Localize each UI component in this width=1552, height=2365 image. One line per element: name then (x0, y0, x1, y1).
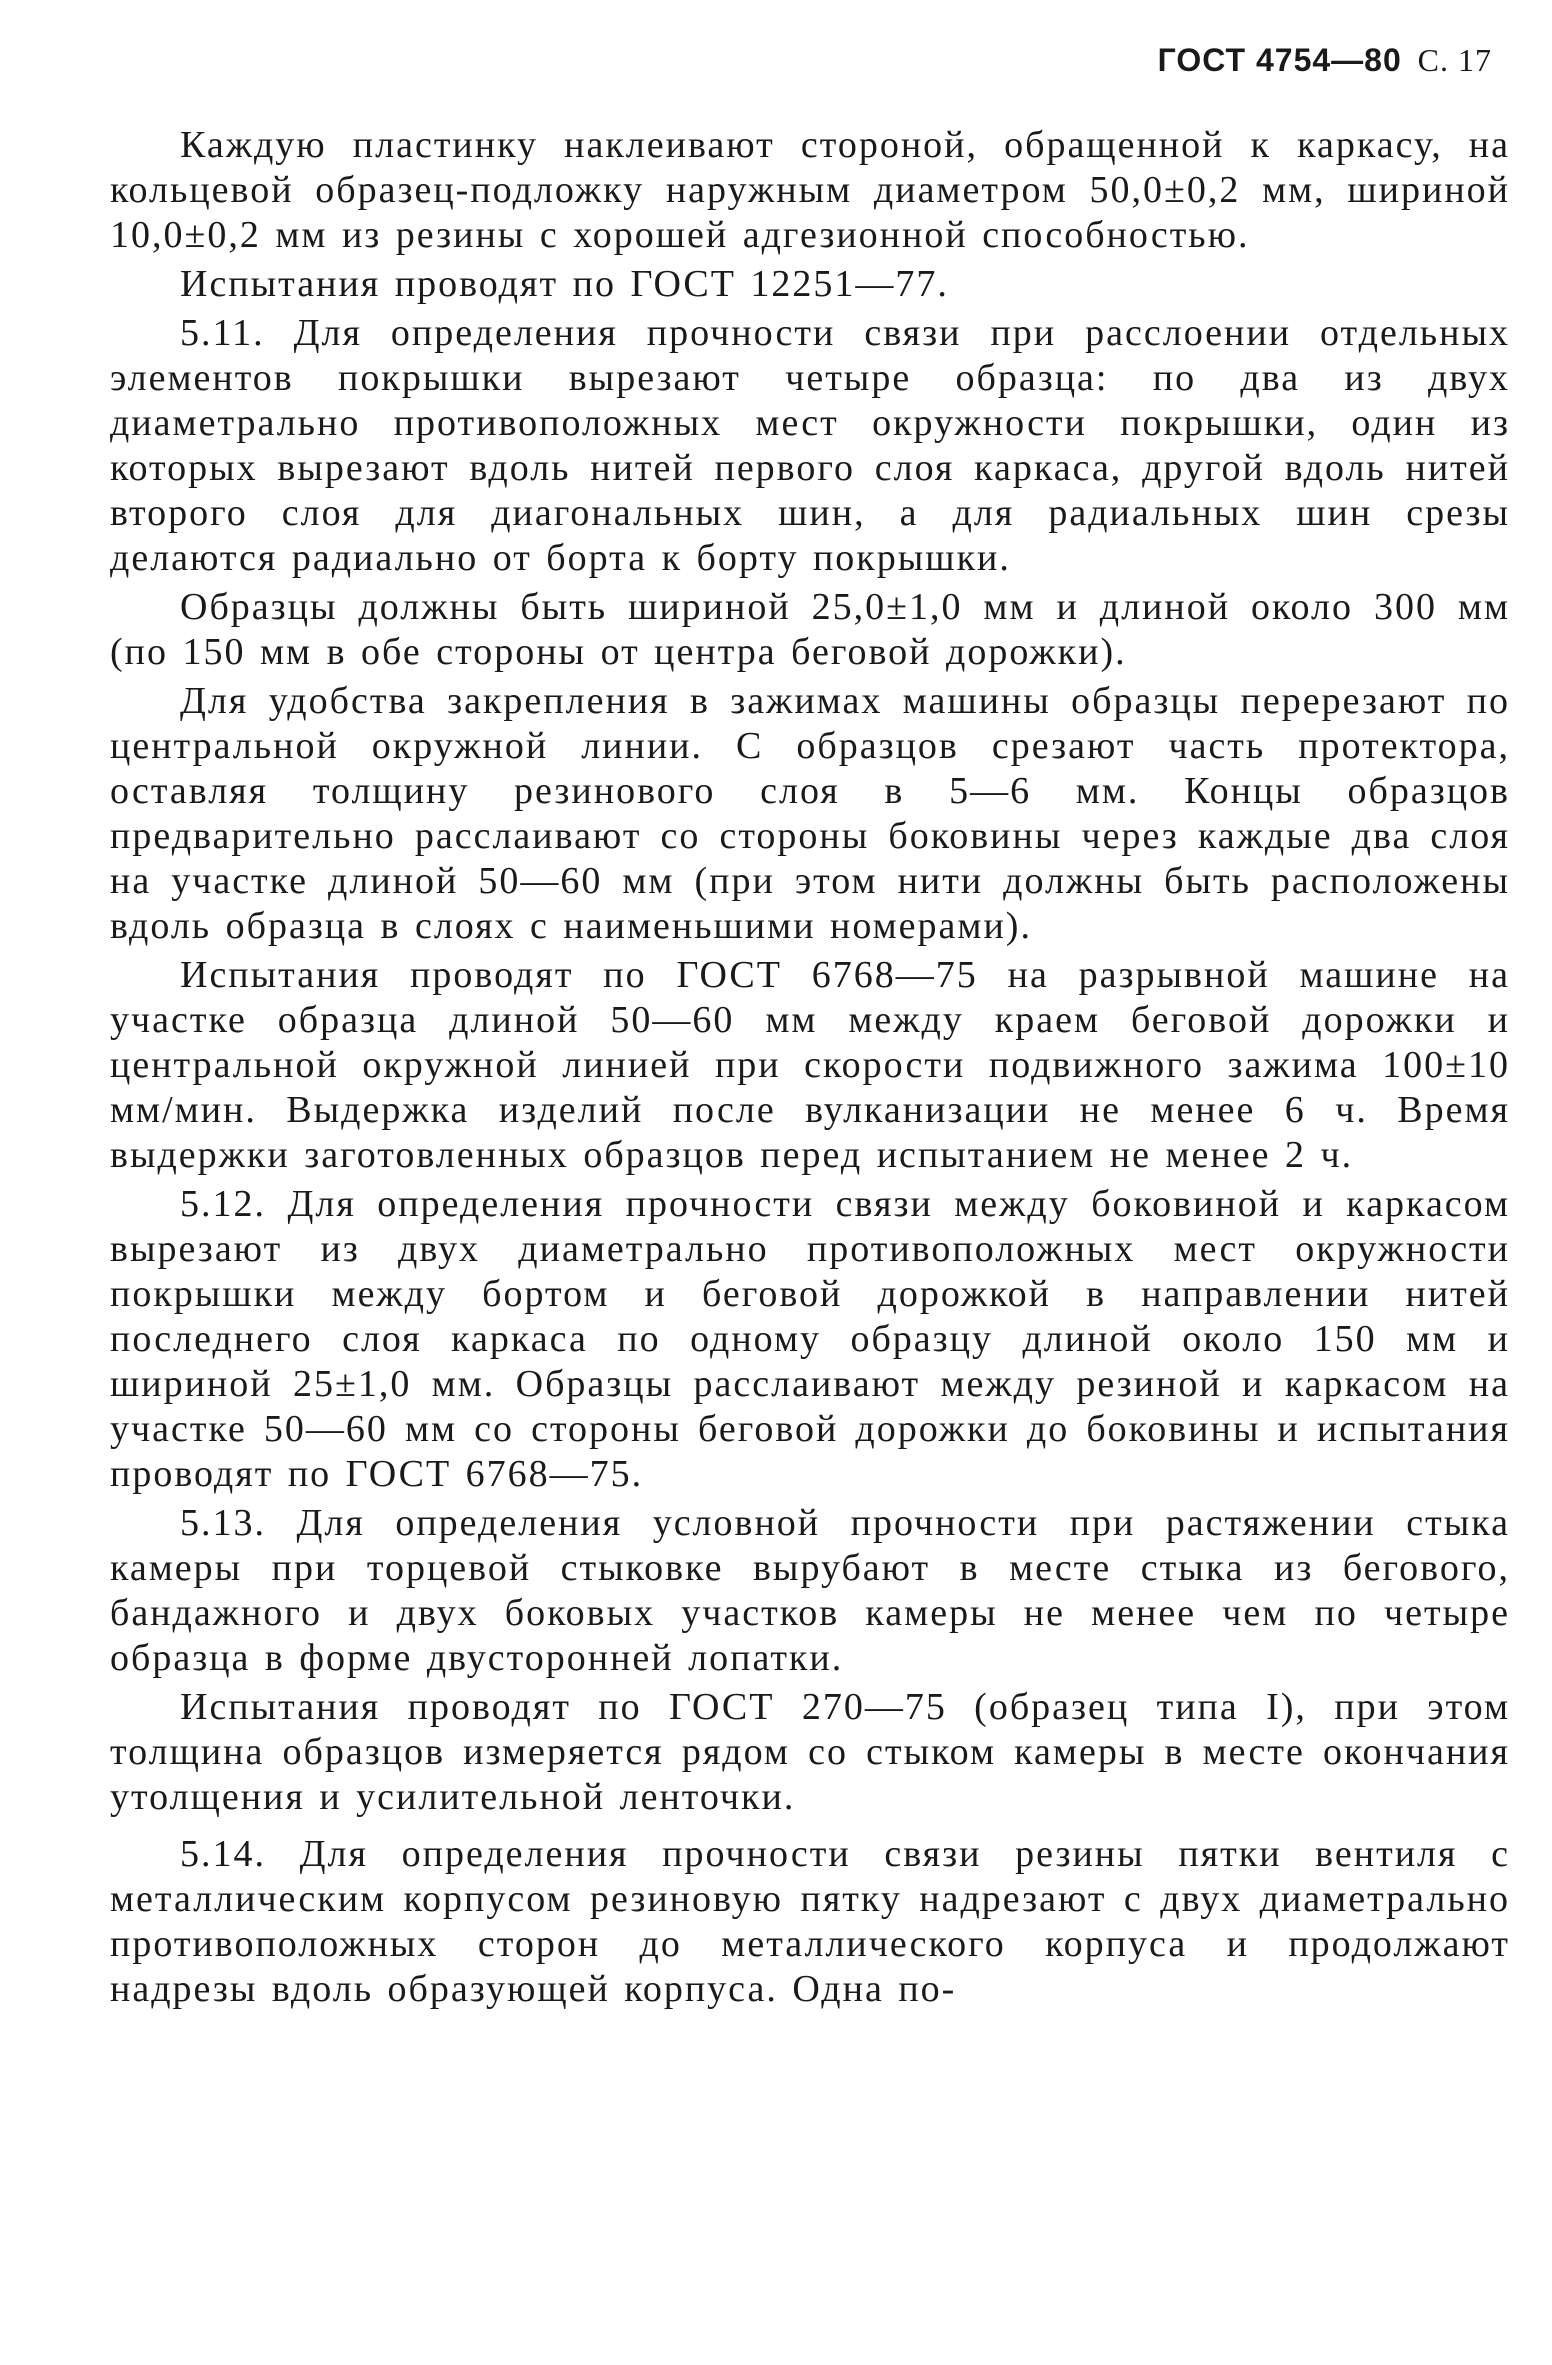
standard-number: ГОСТ 4754—80 (1157, 42, 1402, 78)
paragraph-sample-size: Образцы должны быть шириной 25,0±1,0 мм и длиной около 300 мм (по 150 мм в обе стороны от центра беговой дорожки). (110, 586, 1510, 673)
paragraph-test-gost-270: Испытания проводят по ГОСТ 270—75 (образец типа I), при этом толщина образцов измеряется рядом со стыком камеры в месте окончания утолщения и усилительной ленточки. (110, 1686, 1510, 1818)
page-number: С. 17 (1417, 42, 1492, 78)
paragraph-plate-gluing: Каждую пластинку наклеивают стороной, обращенной к каркасу, на кольцевой образец-подложку наружным диаметром 50,0±0,2 мм, шириной 10,0±0,2 мм из резины с хорошей адгезионной способностью. (110, 124, 1510, 256)
paragraph-5-11: 5.11. Для определения прочности связи при расслоении отдельных элементов покрышки вырезают четыре образца: по два из двух диаметрально противоположных мест окружности покрышки, один из которых вырезают вдоль нитей первого слоя каркаса, другой вдоль нитей второго слоя для диагональных шин, а для радиальных шин срезы делаются радиально от борта к борту покрышки. (110, 312, 1510, 579)
page-body (110, 123, 1510, 2016)
page-header (1158, 42, 1492, 79)
paragraph-sample-fixing: Для удобства закрепления в зажимах машины образцы перерезают по центральной окружной линии. С образцов срезают часть протектора, оставляя толщину резинового слоя в 5—6 мм. Концы образцов предварительно расслаивают со стороны боковины через каждые два слоя на участке длиной 50—60 мм (при этом нити должны быть расположены вдоль образца в слоях с наименьшими номерами). (110, 680, 1510, 947)
paragraph-test-gost-6768: Испытания проводят по ГОСТ 6768—75 на разрывной машине на участке образца длиной 50—60 мм между краем беговой дорожки и центральной окружной линией при скорости подвижного зажима 100±10 мм/мин. Выдержка изделий после вулканизации не менее 6 ч. Время выдержки заготовленных образцов перед испытанием не менее 2 ч. (110, 954, 1510, 1176)
paragraph-test-gost-12251: Испытания проводят по ГОСТ 12251—77. (180, 263, 949, 305)
paragraph-5-12: 5.12. Для определения прочности связи между боковиной и каркасом вырезают из двух диаметрально противоположных мест окружности покрышки между бортом и беговой дорожкой в направлении нитей последнего слоя каркаса по одному образцу длиной около 150 мм и шириной 25±1,0 мм. Образцы расслаивают между резиной и каркасом на участке 50—60 мм со стороны беговой дорожки до боковины и испытания проводят по ГОСТ 6768—75. (110, 1183, 1510, 1495)
paragraph-5-14: 5.14. Для определения прочности связи резины пятки вентиля с металлическим корпусом резиновую пятку надрезают с двух диаметрально противоположных сторон до металлического корпуса и продолжают надрезы вдоль образующей корпуса. Одна по- (110, 1833, 1510, 2010)
paragraph-5-13: 5.13. Для определения условной прочности при растяжении стыка камеры при торцевой стыковке вырубают в месте стыка из бегового, бандажного и двух боковых участков камеры не менее чем по четыре образца в форме двусторонней лопатки. (110, 1502, 1510, 1679)
